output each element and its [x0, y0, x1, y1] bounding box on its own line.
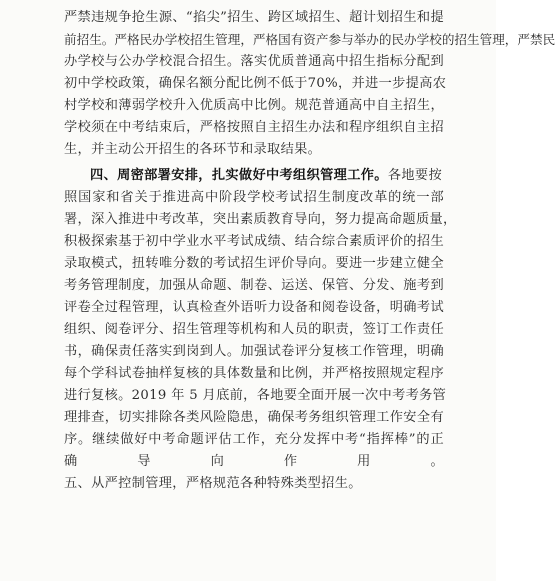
text-line: 署，深入推进中考改革，突出素质教育导向，努力提高命题质量， — [64, 212, 457, 227]
text-line: 初中学校政策，确保名额分配比例不低于70%，并进一步提高农 — [64, 76, 447, 91]
text-line: 五、从严控制管理，严格规范各种特殊类型招生。 — [64, 476, 362, 491]
text-line: 考务管理制度，加强从命题、制卷、运送、保管、分发、施考到 — [64, 278, 444, 293]
text-line: 严禁违规争抢生源、“掐尖”招生、跨区域招生、超计划招生和提 — [64, 10, 444, 25]
text-line: 评卷全过程管理，认真检查外语听力设备和阅卷设备，明确考试 — [64, 300, 444, 315]
text-line: 办学校与公办学校混合招生。落实优质普通高中招生指标分配到 — [64, 54, 444, 69]
text-line: 组织、阅卷评分、招生管理等机构和人员的职责，签订工作责任 — [64, 322, 444, 337]
section-heading-line — [90, 166, 442, 185]
text-continuation: 各地要按 — [387, 168, 442, 183]
text-line: 生，并主动公开招生的各环节和录取结果。 — [64, 142, 322, 157]
text-line: 进行复核。2019 年 5 月底前，各地要全面开展一次中考考务管 — [64, 388, 447, 403]
text-line: 确导向作用。 — [64, 454, 444, 469]
text-line: 前招生。严格民办学校招生管理，严格国有资产参与举办的民办学校的招生管理，严禁民 — [64, 32, 555, 47]
text-line: 照国家和省关于推进高中阶段学校考试招生制度改革的统一部 — [64, 190, 444, 205]
text-line: 村学校和薄弱学校升入优质高中比例。规范普通高中自主招生， — [64, 98, 444, 113]
text-line: 书，确保责任落实到岗到人。加强试卷评分复核工作管理，明确 — [64, 344, 444, 359]
text-line: 积极探索基于初中学业水平考试成绩、结合综合素质评价的招生 — [64, 234, 444, 249]
text-line: 录取模式，扭转唯分数的考试招生评价导向。要进一步建立健全 — [64, 256, 444, 271]
text-line: 每个学科试卷抽样复核的具体数量和比例，并严格按照规定程序 — [64, 366, 444, 381]
section-heading-4: 四、周密部署安排，扎实做好中考组织管理工作。 — [90, 168, 388, 183]
text-line: 序。继续做好中考命题评估工作，充分发挥中考“指挥棒”的正 — [64, 432, 444, 447]
text-line: 理排查，切实排除各类风险隐患，确保考务组织管理工作安全有 — [64, 410, 444, 425]
text-line: 学校须在中考结束后，严格按照自主招生办法和程序组织自主招 — [64, 120, 444, 135]
